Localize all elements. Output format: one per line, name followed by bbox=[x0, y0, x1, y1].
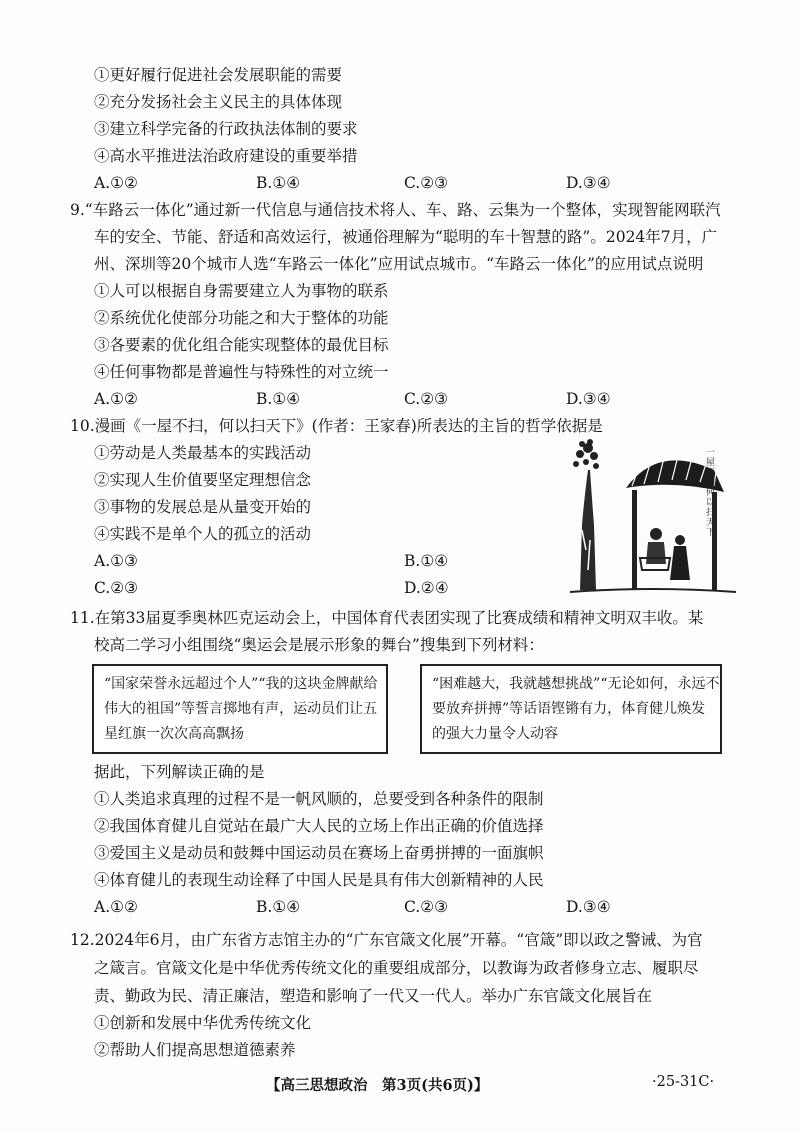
q8-option-d: D.③④ bbox=[566, 174, 611, 192]
q10-item-3: ③事物的发展总是从量变开始的 bbox=[94, 498, 312, 516]
material-right-line-2: 要放弃拼搏”等话语铿锵有力，体育健儿焕发 bbox=[432, 701, 706, 717]
q11-option-a: A.①② bbox=[94, 898, 138, 916]
q9-option-a: A.①② bbox=[94, 390, 138, 408]
q10-option-b: B.①④ bbox=[404, 552, 449, 570]
q8-item-1: ①更好履行促进社会发展职能的需要 bbox=[94, 66, 343, 84]
q10-item-2: ②实现人生价值要坚定理想信念 bbox=[94, 471, 312, 489]
q9-item-3: ③各要素的优化组合能实现整体的最优目标 bbox=[94, 336, 389, 354]
q8-item-3: ③建立科学完备的行政执法体制的要求 bbox=[94, 120, 358, 138]
q12-stem-line-2: 之箴言。官箴文化是中华优秀传统文化的重要组成部分，以教诲为政者修身立志、履职尽 bbox=[94, 959, 699, 977]
q8-option-a: A.①② bbox=[94, 174, 138, 192]
q10-option-c: C.②③ bbox=[94, 579, 139, 597]
cartoon-illustration bbox=[566, 430, 738, 602]
q9-option-d: D.③④ bbox=[566, 390, 611, 408]
material-left-line-3: 星红旗一次次高高飘扬 bbox=[104, 726, 244, 742]
q10-option-a: A.①③ bbox=[94, 552, 138, 570]
q9-option-c: C.②③ bbox=[404, 390, 449, 408]
q10-option-d: D.②④ bbox=[404, 579, 449, 597]
material-left-line-1: “国家荣誉永远超过个人”“我的这块金牌献给 bbox=[104, 676, 378, 692]
cartoon-caption: 一屋不扫何以扫天下 bbox=[706, 448, 716, 538]
paper-code: ·25-31C· bbox=[652, 1074, 715, 1090]
q8-option-c: C.②③ bbox=[404, 174, 449, 192]
q12-stem-line-3: 责、勤政为民、清正廉洁，塑造和影响了一代又一代人。举办广东官箴文化展旨在 bbox=[94, 987, 653, 1005]
q9-item-1: ①人可以根据自身需要建立人为事物的联系 bbox=[94, 282, 389, 300]
q11-stem-line-1: 11.在第33届夏季奥林匹克运动会上，中国体育代表团实现了比赛成绩和精神文明双丰收。某 bbox=[70, 609, 704, 627]
material-box-left bbox=[92, 664, 388, 754]
q9-item-4: ④任何事物都是普遍性与特殊性的对立统一 bbox=[94, 363, 389, 381]
q9-stem-line-3: 州、深圳等20个城市人选“车路云一体化”应用试点城市。“车路云一体化”的应用试点说明 bbox=[94, 255, 704, 273]
q10-item-1: ①劳动是人类最基本的实践活动 bbox=[94, 444, 312, 462]
material-left-line-2: 伟大的祖国”等誓言掷地有声，运动员们让五 bbox=[104, 701, 378, 717]
q9-option-b: B.①④ bbox=[256, 390, 301, 408]
q10-item-4: ④实践不是单个人的孤立的活动 bbox=[94, 525, 312, 543]
q9-item-2: ②系统优化使部分功能之和大于整体的功能 bbox=[94, 309, 389, 327]
q11-item-3: ③爱国主义是动员和鼓舞中国运动员在赛场上奋勇拼搏的一面旗帜 bbox=[94, 844, 544, 862]
q12-item-1: ①创新和发展中华优秀传统文化 bbox=[94, 1014, 312, 1032]
q8-item-4: ④高水平推进法治政府建设的重要举措 bbox=[94, 147, 358, 165]
material-right-line-3: 的强大力量令人动容 bbox=[432, 726, 558, 742]
q11-item-2: ②我国体育健儿自觉站在最广大人民的立场上作出正确的价值选择 bbox=[94, 817, 544, 835]
q10-stem: 10.漫画《一屋不扫，何以扫天下》(作者：王家春)所表达的主旨的哲学依据是 bbox=[70, 417, 603, 435]
q11-option-d: D.③④ bbox=[566, 898, 611, 916]
q12-stem-line-1: 12.2024年6月，由广东省方志馆主办的“广东官箴文化展”开幕。“官箴”即以政之警诫、为官 bbox=[70, 931, 703, 949]
material-box-right bbox=[420, 664, 722, 754]
page-footer: 【高三思想政治 第3页(共6页)】 bbox=[266, 1077, 489, 1094]
q8-option-b: B.①④ bbox=[256, 174, 301, 192]
q9-stem-line-2: 车的安全、节能、舒适和高效运行，被通俗理解为“聪明的车十智慧的路”。2024年7月，广 bbox=[94, 228, 718, 246]
q11-lead: 据此，下列解读正确的是 bbox=[94, 763, 265, 781]
q11-option-c: C.②③ bbox=[404, 898, 449, 916]
q11-item-4: ④体育健儿的表现生动诠释了中国人民是具有伟大创新精神的人民 bbox=[94, 871, 544, 889]
material-right-line-1: “困难越大，我就越想挑战”“无论如何，永远不 bbox=[432, 676, 720, 692]
q11-item-1: ①人类追求真理的过程不是一帆风顺的，总要受到各种条件的限制 bbox=[94, 790, 544, 808]
q9-stem-line-1: 9.“车路云一体化”通过新一代信息与通信技术将人、车、路、云集为一个整体，实现智能网联汽 bbox=[70, 201, 721, 219]
q11-option-b: B.①④ bbox=[256, 898, 301, 916]
q11-stem-line-2: 校高二学习小组围绕“奥运会是展示形象的舞台”搜集到下列材料： bbox=[94, 636, 544, 654]
q12-item-2: ②帮助人们提高思想道德素养 bbox=[94, 1041, 296, 1059]
q8-item-2: ②充分发扬社会主义民主的具体体现 bbox=[94, 93, 343, 111]
